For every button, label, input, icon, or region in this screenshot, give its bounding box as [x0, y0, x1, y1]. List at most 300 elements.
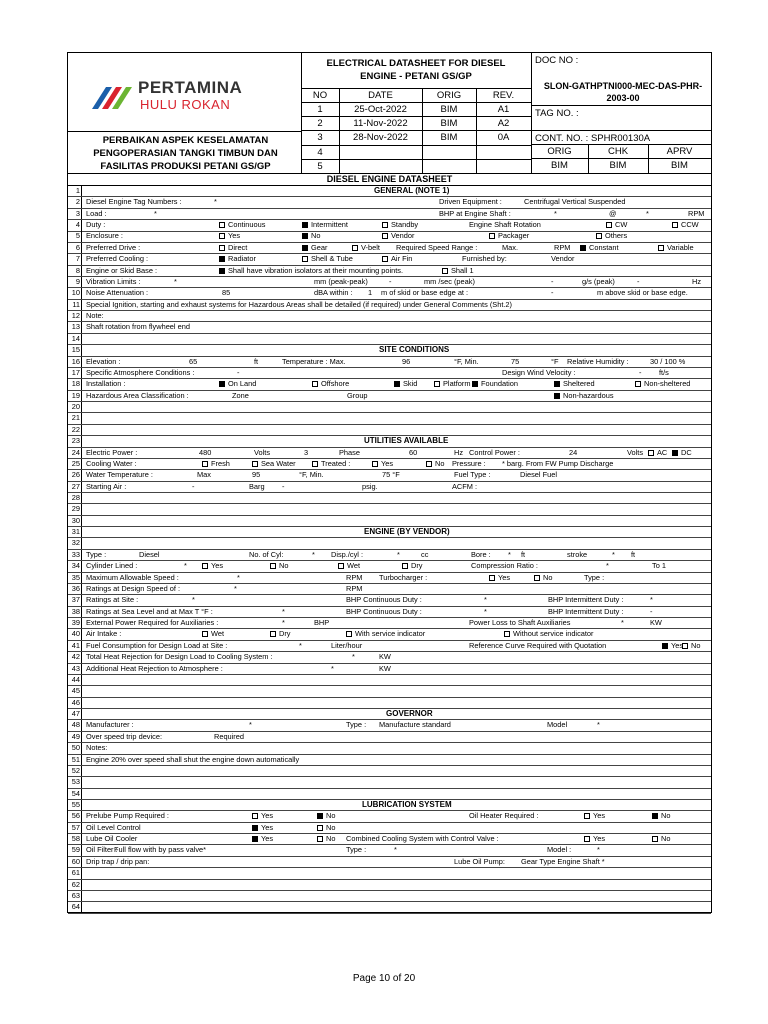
datasheet-row [68, 391, 711, 402]
unchecked-box-icon[interactable] [442, 268, 448, 274]
checkbox-label: DC [681, 447, 692, 457]
field-value: * [352, 652, 355, 662]
field-value: 85 [222, 288, 231, 298]
unchecked-box-icon[interactable] [219, 245, 225, 251]
datasheet-row [68, 550, 711, 561]
checkbox-option[interactable] [489, 573, 510, 584]
field-value: * [646, 208, 649, 218]
unchecked-box-icon[interactable] [312, 461, 318, 467]
unchecked-box-icon[interactable] [534, 575, 540, 581]
field-value: Engine Shaft Rotation [469, 220, 541, 230]
field-value: Liter/hour [331, 640, 363, 650]
row-number: 44 [68, 675, 82, 685]
field-label: Manufacturer : [86, 720, 134, 730]
sheet-title: DIESEL ENGINE DATASHEET [67, 173, 712, 185]
checkbox-option[interactable] [302, 220, 348, 231]
datasheet-row [68, 448, 711, 459]
checkbox-option[interactable] [672, 220, 699, 231]
unchecked-box-icon[interactable] [426, 461, 432, 467]
checkbox-label: Constant [589, 242, 619, 252]
checkbox-option[interactable] [580, 243, 619, 254]
field-value: * [299, 640, 302, 650]
unchecked-box-icon[interactable] [434, 381, 440, 387]
checkbox-label: Yes [593, 811, 606, 821]
field-value: Max [197, 470, 211, 480]
datasheet-row [68, 254, 711, 265]
sign-aprv: BIM [671, 160, 688, 171]
checkbox-option[interactable] [652, 811, 670, 822]
field-label: Fuel Consumption for Design Load at Site : [86, 640, 228, 650]
checkbox-label: Wet [347, 561, 361, 571]
unchecked-box-icon[interactable] [652, 836, 658, 842]
field-value: Zone [232, 390, 249, 400]
checkbox-option[interactable] [402, 561, 423, 572]
row-number: 57 [68, 823, 82, 833]
datasheet-row [68, 732, 711, 743]
unchecked-box-icon[interactable] [635, 381, 641, 387]
row-number: 22 [68, 425, 82, 435]
checkbox-option[interactable] [219, 220, 265, 231]
unchecked-box-icon[interactable] [219, 233, 225, 239]
datasheet-row [68, 686, 711, 697]
datasheet-row [68, 720, 711, 731]
datasheet-row [68, 607, 711, 618]
checkbox-option[interactable] [504, 629, 594, 640]
field-label: Water Temperature : [86, 470, 153, 480]
checkbox-option[interactable] [554, 391, 614, 402]
unchecked-box-icon[interactable] [402, 563, 408, 569]
checkbox-label: AC [657, 447, 668, 457]
field-label: Diesel Engine Tag Numbers : [86, 197, 182, 207]
row-number: 37 [68, 595, 82, 605]
unchecked-box-icon[interactable] [606, 222, 612, 228]
field-value: * [554, 208, 557, 218]
field-label: Specific Atmosphere Conditions : [86, 367, 195, 377]
checkbox-option[interactable] [584, 811, 605, 822]
checked-box-icon[interactable] [472, 381, 478, 387]
checked-box-icon[interactable] [252, 825, 258, 831]
datasheet-row [68, 322, 711, 333]
field-value: Diesel [139, 549, 160, 559]
unchecked-box-icon[interactable] [682, 643, 688, 649]
unchecked-box-icon[interactable] [352, 245, 358, 251]
rev-cell: BIM [440, 104, 458, 115]
rev-cell: 3 [317, 132, 323, 144]
datasheet-row [68, 288, 711, 299]
checkbox-label: Vendor [391, 231, 415, 241]
datasheet-row [68, 766, 711, 777]
row-number: 64 [68, 902, 82, 912]
field-value: ACFM : [452, 481, 478, 491]
checkbox-option[interactable] [489, 231, 529, 242]
checkbox-option[interactable] [252, 811, 273, 822]
field-value: Furnished by: [462, 254, 507, 264]
row-number: 49 [68, 732, 82, 742]
datasheet-row [68, 220, 711, 231]
datasheet-row [68, 493, 711, 504]
field-value: * [484, 595, 487, 605]
checkbox-option[interactable] [219, 243, 247, 254]
unchecked-box-icon[interactable] [219, 222, 225, 228]
row-number: 58 [68, 834, 82, 844]
datasheet-row [68, 311, 711, 322]
field-value: Volts [254, 447, 271, 457]
unchecked-box-icon[interactable] [504, 631, 510, 637]
field-value: 65 [189, 356, 198, 366]
field-value: - [551, 288, 554, 298]
field-value: Hz [454, 447, 464, 457]
checkbox-option[interactable] [534, 573, 552, 584]
row-number: 36 [68, 584, 82, 594]
row-number: 32 [68, 538, 82, 548]
checkbox-option[interactable] [596, 231, 627, 242]
checkbox-option[interactable] [352, 243, 380, 254]
row-number: 2 [68, 197, 82, 207]
unchecked-box-icon[interactable] [382, 222, 388, 228]
unchecked-box-icon[interactable] [648, 450, 654, 456]
row-number: 54 [68, 789, 82, 799]
unchecked-box-icon[interactable] [372, 461, 378, 467]
checkbox-label: Direct [228, 242, 248, 252]
field-value: Barg [249, 481, 265, 491]
unchecked-box-icon[interactable] [672, 222, 678, 228]
checkbox-label: Variable [667, 242, 694, 252]
checked-box-icon[interactable] [219, 268, 225, 274]
field-label: Total Heat Rejection for Design Load to Cooling System : [86, 652, 273, 662]
rev-cell: 11-Nov-2022 [353, 118, 408, 130]
datasheet-row [68, 709, 711, 720]
checked-box-icon[interactable] [302, 233, 308, 239]
field-value: * [234, 583, 237, 593]
row-number: 5 [68, 231, 82, 241]
checkbox-label: Dry [411, 561, 423, 571]
section-heading: LUBRICATION SYSTEM [362, 799, 452, 809]
checkbox-label: Gear [311, 242, 328, 252]
field-value: Centrifugal Vertical Suspended [524, 197, 626, 207]
field-value: m above skid or base edge. [597, 288, 688, 298]
field-value: - [282, 481, 285, 491]
field-value: 60 [409, 447, 418, 457]
unchecked-box-icon[interactable] [596, 233, 602, 239]
checked-box-icon[interactable] [252, 836, 258, 842]
unchecked-box-icon[interactable] [252, 461, 258, 467]
checkbox-option[interactable] [346, 629, 425, 640]
checkbox-label: Dry [279, 629, 291, 639]
checkbox-label: No [435, 458, 445, 468]
datasheet-row [68, 857, 711, 868]
checkbox-option[interactable] [372, 459, 393, 470]
unchecked-box-icon[interactable] [584, 813, 590, 819]
checkbox-label: With service indicator [355, 629, 426, 639]
field-label: Load : [86, 208, 107, 218]
checkbox-option[interactable] [382, 254, 412, 265]
field-value: 96 [402, 356, 411, 366]
checkbox-option[interactable] [219, 379, 256, 390]
checkbox-label: No [661, 834, 671, 844]
unchecked-box-icon[interactable] [202, 563, 208, 569]
field-value: * [597, 720, 600, 730]
rev-cell: 5 [317, 160, 323, 172]
field-value: Model : [547, 845, 572, 855]
datasheet-row [68, 755, 711, 766]
checkbox-label: Non-sheltered [644, 379, 691, 389]
row-number: 9 [68, 277, 82, 287]
rev-cell: 4 [317, 146, 323, 158]
checkbox-option[interactable] [202, 629, 224, 640]
datasheet-row [68, 823, 711, 834]
row-number: 38 [68, 607, 82, 617]
rev-cell: A2 [497, 118, 510, 130]
checkbox-option[interactable] [658, 243, 694, 254]
unchecked-box-icon[interactable] [270, 631, 276, 637]
unchecked-box-icon[interactable] [312, 381, 318, 387]
checked-box-icon[interactable] [219, 256, 225, 262]
rev-cell: 0A [497, 132, 510, 144]
field-label: Enclosure : [86, 231, 123, 241]
sign-col-chk: CHK [607, 146, 629, 157]
field-value: * [249, 720, 252, 730]
checkbox-option[interactable] [382, 231, 414, 242]
section-heading: UTILITIES AVAILABLE [364, 436, 449, 446]
row-number: 56 [68, 811, 82, 821]
row-number: 59 [68, 845, 82, 855]
field-label: Ratings at Site : [86, 595, 139, 605]
row-number: 24 [68, 448, 82, 458]
row-number: 34 [68, 561, 82, 571]
datasheet-row [68, 334, 711, 345]
unchecked-box-icon[interactable] [489, 233, 495, 239]
unchecked-box-icon[interactable] [202, 631, 208, 637]
checkbox-label: V-belt [361, 242, 380, 252]
unchecked-box-icon[interactable] [317, 825, 323, 831]
unchecked-box-icon[interactable] [338, 563, 344, 569]
checkbox-label: Fresh [211, 458, 230, 468]
unchecked-box-icon[interactable] [317, 836, 323, 842]
field-label: Ratings at Sea Level and at Max T °F : [86, 606, 213, 616]
unchecked-box-icon[interactable] [270, 563, 276, 569]
unchecked-box-icon[interactable] [302, 256, 308, 262]
checked-box-icon[interactable] [302, 245, 308, 251]
checkbox-option[interactable] [554, 379, 595, 390]
field-label: Over speed trip device: [86, 731, 162, 741]
field-value: @ [609, 208, 617, 218]
checked-box-icon[interactable] [302, 222, 308, 228]
checkbox-option[interactable] [270, 629, 291, 640]
field-label: Starting Air : [86, 481, 127, 491]
checkbox-option[interactable] [652, 834, 670, 845]
datasheet-row [68, 277, 711, 288]
checkbox-option[interactable] [202, 459, 230, 470]
checkbox-option[interactable] [648, 448, 667, 459]
field-value: * [606, 561, 609, 571]
checkbox-option[interactable] [682, 641, 700, 652]
checkbox-option[interactable] [394, 379, 417, 390]
field-value: Required [214, 731, 244, 741]
unchecked-box-icon[interactable] [584, 836, 590, 842]
checkbox-option[interactable] [302, 243, 327, 254]
checkbox-label: CCW [681, 220, 699, 230]
field-value: Model [547, 720, 568, 730]
checkbox-option[interactable] [382, 220, 418, 231]
checkbox-option[interactable] [219, 254, 256, 265]
checkbox-label: Treated : [321, 458, 351, 468]
row-number: 53 [68, 777, 82, 787]
field-value: * [621, 618, 624, 628]
checkbox-option[interactable] [672, 448, 692, 459]
datasheet-grid [67, 185, 712, 913]
checkbox-option[interactable] [219, 231, 240, 242]
field-value: Reference Curve Required with Quotation [469, 640, 607, 650]
field-value: - [637, 276, 640, 286]
checkbox-label: Radiator [228, 254, 256, 264]
field-value: BHP [314, 618, 330, 628]
row-number: 30 [68, 516, 82, 526]
checkbox-option[interactable] [270, 561, 288, 572]
unchecked-box-icon[interactable] [252, 813, 258, 819]
row-number: 15 [68, 345, 82, 355]
checkbox-option[interactable] [472, 379, 518, 390]
sign-col-aprv: APRV [666, 146, 693, 157]
checkbox-option[interactable] [584, 834, 605, 845]
field-label: Prelube Pump Required : [86, 811, 169, 821]
field-label: Cooling Water : [86, 458, 137, 468]
checked-box-icon[interactable] [317, 813, 323, 819]
unchecked-box-icon[interactable] [382, 233, 388, 239]
row-number: 60 [68, 857, 82, 867]
datasheet-row [68, 641, 711, 652]
doc-no-value: SLON-GATHPTNI000-MEC-DAS-PHR-2003-00 [543, 81, 703, 103]
datasheet-row [68, 459, 711, 470]
field-value: Full flow with by pass valve* [114, 845, 207, 855]
field-value: 1 [368, 288, 373, 298]
field-value: Lube Oil Pump: [454, 856, 505, 866]
checkbox-option[interactable] [434, 379, 471, 390]
checkbox-option[interactable] [252, 823, 273, 834]
checkbox-option[interactable] [317, 834, 335, 845]
checked-box-icon[interactable] [652, 813, 658, 819]
checkbox-option[interactable] [252, 459, 296, 470]
checkbox-label: Shell & Tube [311, 254, 353, 264]
checkbox-option[interactable] [662, 641, 683, 652]
checkbox-option[interactable] [317, 811, 335, 822]
field-value: BHP Intermittent Duty : [548, 595, 624, 605]
field-value: Type : [584, 572, 605, 582]
checkbox-option[interactable] [338, 561, 360, 572]
checkbox-option[interactable] [302, 254, 353, 265]
tag-no-label: TAG NO. : [535, 108, 579, 119]
checkbox-label: Yes [211, 561, 224, 571]
rev-cell: 28-Nov-2022 [353, 132, 408, 144]
checkbox-option[interactable] [426, 459, 444, 470]
checked-box-icon[interactable] [554, 393, 560, 399]
checkbox-label: Yes [498, 572, 511, 582]
row-number: 39 [68, 618, 82, 628]
checkbox-option[interactable] [442, 266, 474, 277]
datasheet-row [68, 527, 711, 538]
unchecked-box-icon[interactable] [382, 256, 388, 262]
field-value: * [508, 549, 511, 559]
checkbox-label: No [661, 811, 671, 821]
checked-box-icon[interactable] [662, 643, 668, 649]
datasheet-row [68, 231, 711, 242]
field-value: stroke [567, 549, 588, 559]
doc-no-label: DOC NO : [535, 55, 579, 66]
row-number: 13 [68, 322, 82, 332]
datasheet-header [67, 52, 712, 174]
rev-col-date: DATE [368, 90, 393, 101]
row-number: 12 [68, 311, 82, 321]
checkbox-label: On Land [228, 379, 257, 389]
checkbox-option[interactable] [302, 231, 320, 242]
field-value: psig. [362, 481, 378, 491]
checked-box-icon[interactable] [554, 381, 560, 387]
checked-box-icon[interactable] [394, 381, 400, 387]
unchecked-box-icon[interactable] [202, 461, 208, 467]
field-value: ft [631, 549, 636, 559]
datasheet-row [68, 357, 711, 368]
field-value: - [650, 606, 653, 616]
checkbox-label: Yes [593, 834, 606, 844]
checkbox-option[interactable] [635, 379, 690, 390]
checkbox-label: Continuous [228, 220, 266, 230]
checked-box-icon[interactable] [580, 245, 586, 251]
checkbox-label: Yes [261, 811, 274, 821]
field-value: mm /sec (peak) [424, 276, 475, 286]
row-number: 45 [68, 686, 82, 696]
field-value: To 1 [652, 561, 666, 571]
field-value: °F, Min. [299, 470, 324, 480]
checkbox-option[interactable] [219, 266, 403, 277]
checkbox-option[interactable] [312, 459, 350, 470]
field-value: 30 / 100 % [650, 356, 686, 366]
checkbox-option[interactable] [252, 834, 273, 845]
checkbox-option[interactable] [312, 379, 349, 390]
unchecked-box-icon[interactable] [346, 631, 352, 637]
unchecked-box-icon[interactable] [658, 245, 664, 251]
checkbox-label: Wet [211, 629, 225, 639]
rev-cell: BIM [440, 132, 458, 144]
datasheet-row [68, 891, 711, 902]
field-value: Temperature : Max. [282, 356, 346, 366]
row-number: 16 [68, 357, 82, 367]
checkbox-label: No [311, 231, 321, 241]
row-number: 21 [68, 413, 82, 423]
datasheet-row [68, 698, 711, 709]
row-number: 33 [68, 550, 82, 560]
field-value: KW [650, 618, 662, 628]
datasheet-row [68, 379, 711, 390]
field-label: Elevation : [86, 356, 121, 366]
field-value: RPM [346, 583, 363, 593]
field-value: - [237, 367, 240, 377]
rev-cell: BIM [440, 118, 458, 130]
field-value: No. of Cyl: [249, 549, 284, 559]
field-label: Ratings at Design Speed of : [86, 583, 181, 593]
field-value: Gear Type Engine Shaft * [521, 856, 605, 866]
checkbox-option[interactable] [202, 561, 223, 572]
field-value: * [597, 845, 600, 855]
datasheet-row [68, 482, 711, 493]
checked-box-icon[interactable] [219, 381, 225, 387]
unchecked-box-icon[interactable] [489, 575, 495, 581]
field-value: Power Loss to Shaft Auxiliaries [469, 618, 571, 628]
field-value: - [389, 276, 392, 286]
checkbox-label: Intermittent [311, 220, 348, 230]
checked-box-icon[interactable] [672, 450, 678, 456]
checkbox-option[interactable] [606, 220, 627, 231]
checkbox-option[interactable] [317, 823, 335, 834]
field-value: Design Wind Velocity : [502, 367, 576, 377]
